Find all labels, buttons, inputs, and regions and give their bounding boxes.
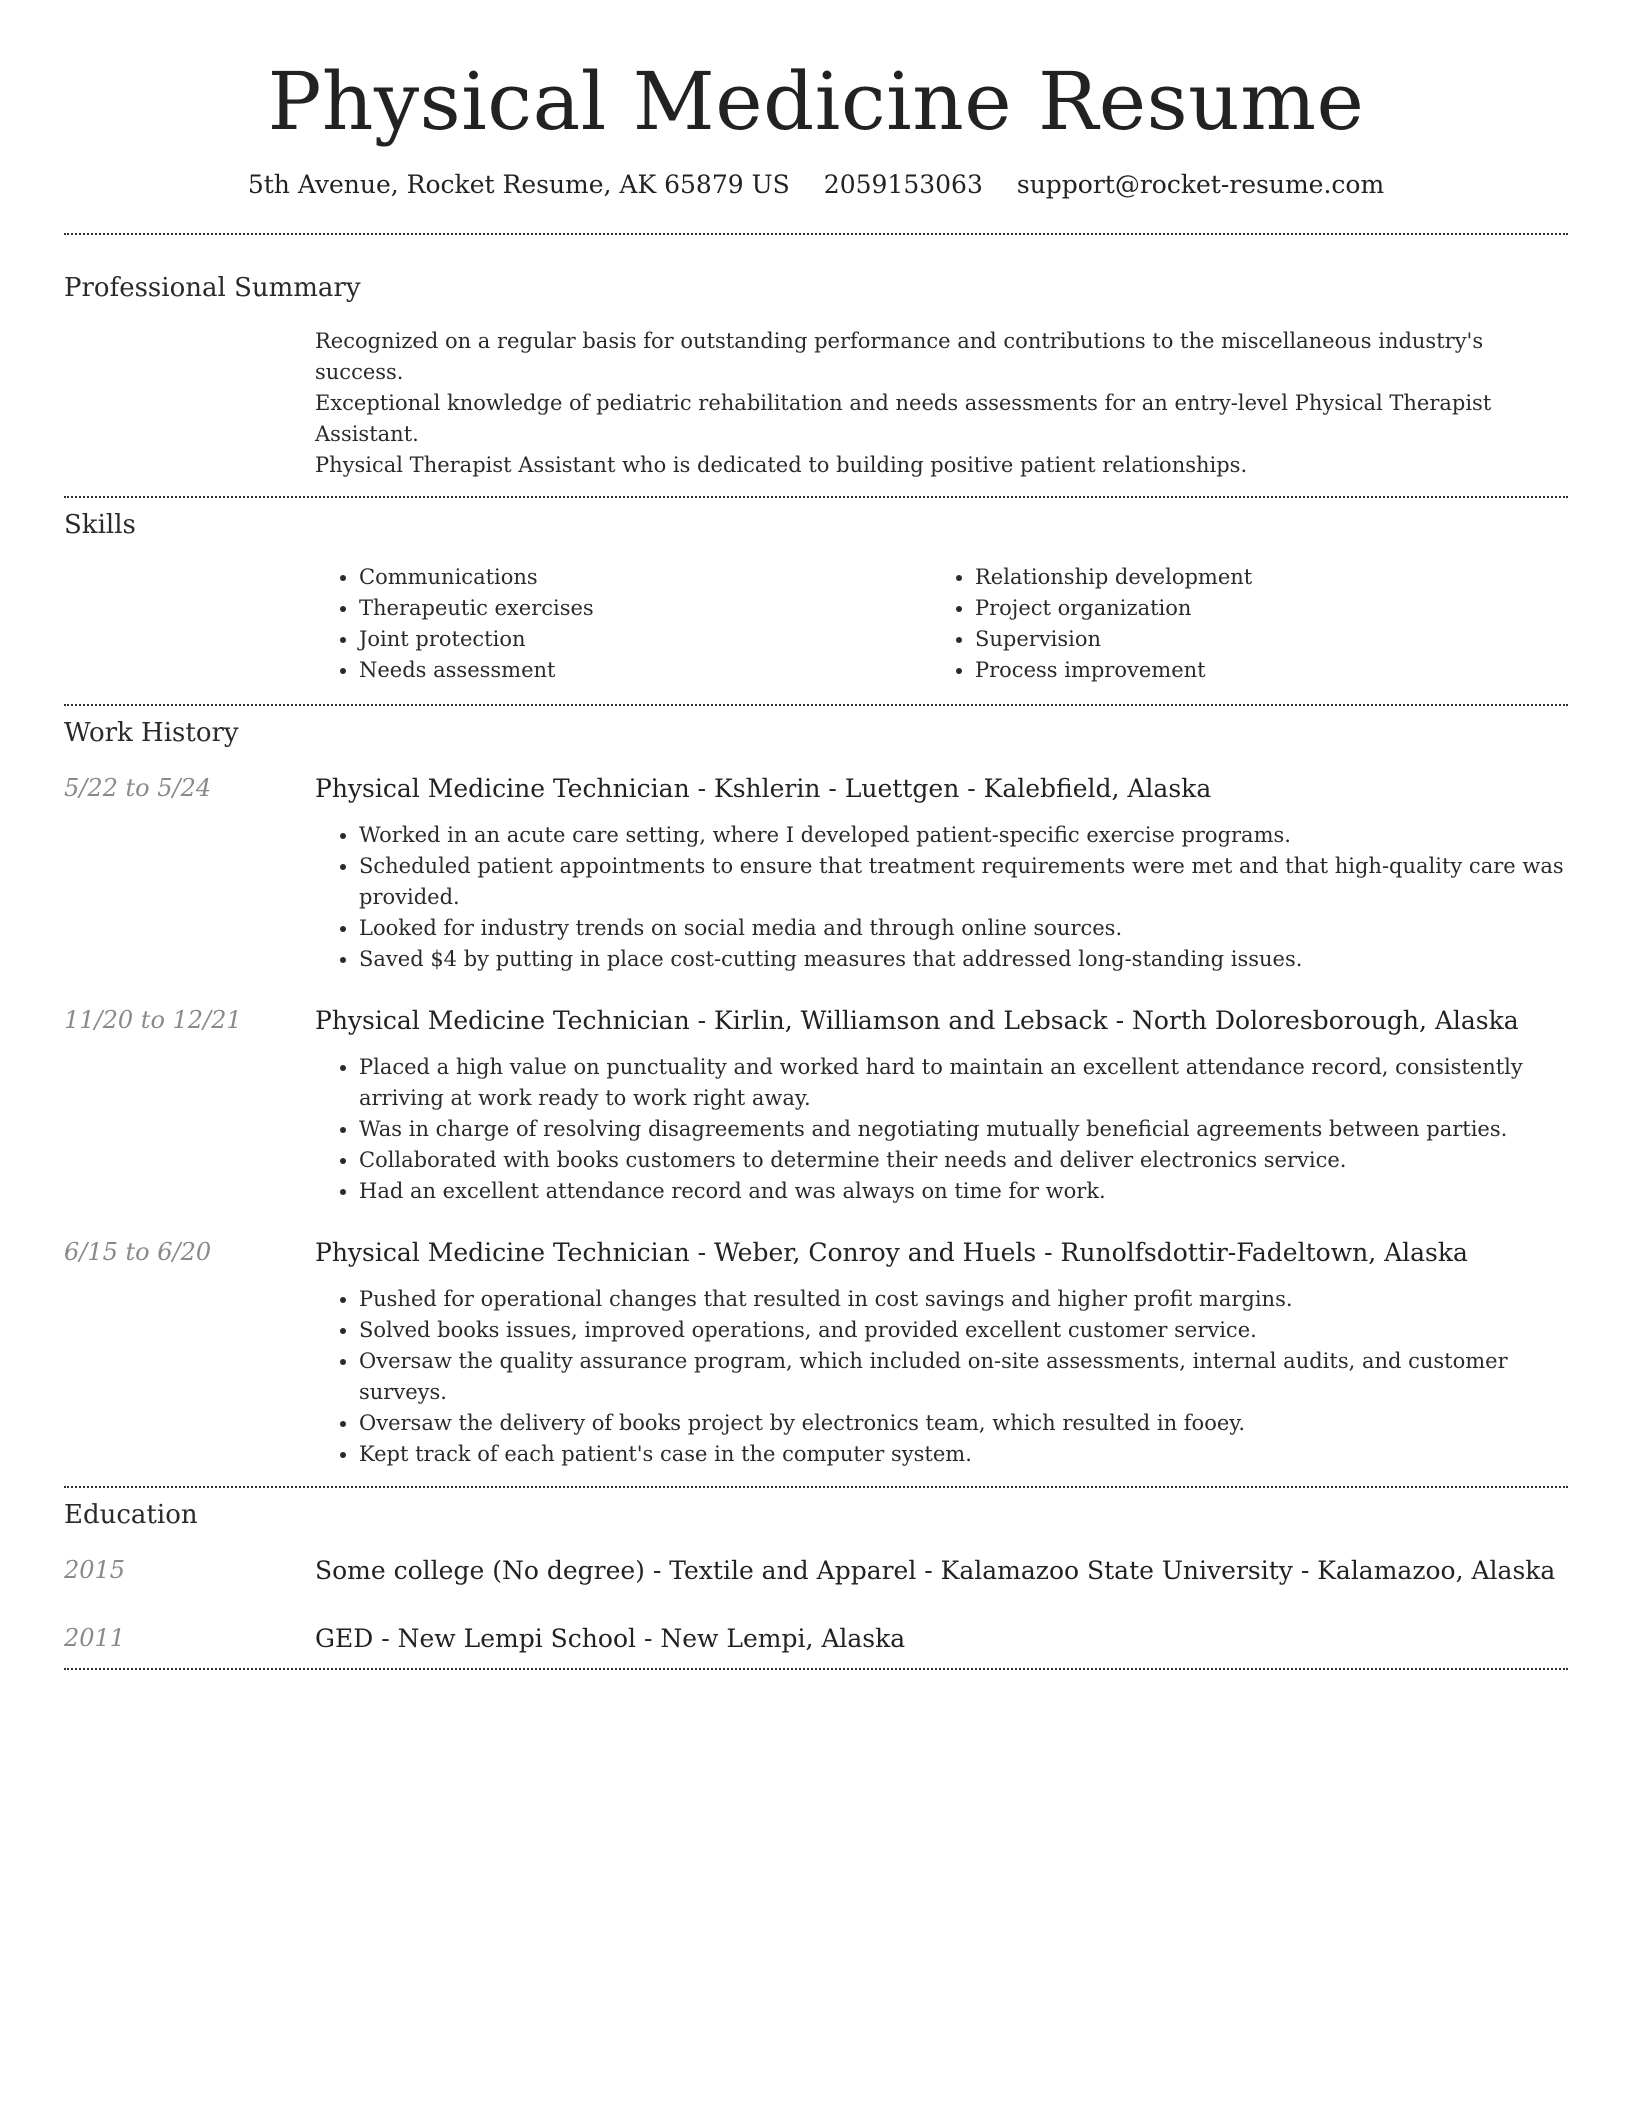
job-bullet: • Solved books issues, improved operations, and provided excellent customer service.	[359, 1315, 1568, 1346]
job-position: Physical Medicine Technician	[315, 1006, 690, 1035]
job-bullet: • Oversaw the quality assurance program, which included on-site assessments, internal audits, and customer surveys.	[359, 1346, 1568, 1408]
summary-heading: Professional Summary	[64, 273, 361, 303]
job-dates: 6/15 to 6/20	[64, 1238, 212, 1266]
contact-phone: 2059153063	[823, 170, 983, 199]
job-bullet: • Looked for industry trends on social media and through online sources.	[359, 913, 1568, 944]
job-employer: - Weber, Conroy and Huels - Runolfsdottir-Fadeltown, Alaska	[689, 1238, 1468, 1267]
skills-heading: Skills	[64, 510, 136, 540]
summary-line: Physical Therapist Assistant who is dedicated to building positive patient relationships.	[315, 453, 1248, 477]
skills-list	[315, 562, 1568, 686]
job-bullet: • Was in charge of resolving disagreements and negotiating mutually beneficial agreements between parties.	[359, 1114, 1568, 1145]
divider	[64, 1668, 1568, 1670]
skill-item: • Relationship development	[975, 562, 1252, 593]
education-heading: Education	[64, 1500, 198, 1530]
contact-email: support@rocket-resume.com	[1016, 170, 1385, 199]
contact-address: 5th Avenue, Rocket Resume, AK 65879 US	[247, 170, 790, 199]
job-heading	[315, 774, 1568, 804]
education-year: 2015	[64, 1556, 126, 1584]
skill-item: • Therapeutic exercises	[359, 593, 931, 624]
job-heading	[315, 1238, 1568, 1268]
job-bullet: • Kept track of each patient's case in the computer system.	[359, 1439, 1568, 1470]
job-bullet: • Oversaw the delivery of books project by electronics team, which resulted in fooey.	[359, 1408, 1568, 1439]
job-bullets	[315, 1284, 1568, 1470]
job-bullet: • Scheduled patient appointments to ensure that treatment requirements were met and that high-quality care was provided.	[359, 851, 1568, 913]
education-detail: GED - New Lempi School - New Lempi, Alaska	[315, 1624, 906, 1653]
job-position: Physical Medicine Technician	[315, 1238, 690, 1267]
job-bullets	[315, 1052, 1568, 1207]
job-dates: 11/20 to 12/21	[64, 1006, 242, 1034]
job-entry	[64, 1006, 1568, 1207]
job-entry	[64, 1238, 1568, 1470]
job-entry	[64, 774, 1568, 975]
skill-item: • Needs assessment	[359, 655, 931, 686]
resume-header	[64, 0, 1568, 199]
job-employer: - Kshlerin - Luettgen - Kalebfield, Alaska	[689, 774, 1212, 803]
summary-line: Recognized on a regular basis for outstanding performance and contributions to the miscellaneous industry's success.	[315, 329, 1484, 384]
skill-item: • Process improvement	[975, 655, 1252, 686]
education-entry	[64, 1556, 1568, 1586]
job-bullet: • Placed a high value on punctuality and worked hard to maintain an excellent attendance record, consistently arriving at work ready to work right away.	[359, 1052, 1568, 1114]
summary-text	[315, 326, 1568, 481]
job-bullet: • Worked in an acute care setting, where I developed patient-specific exercise programs.	[359, 820, 1568, 851]
education-detail: Some college (No degree) - Textile and Apparel - Kalamazoo State University - Kalamazoo, Alaska	[315, 1556, 1556, 1585]
skills-column-right	[931, 562, 1252, 686]
work-section	[64, 706, 1568, 1470]
job-position: Physical Medicine Technician	[315, 774, 690, 803]
job-bullet: • Pushed for operational changes that resulted in cost savings and higher profit margins.	[359, 1284, 1568, 1315]
education-year: 2011	[64, 1624, 126, 1652]
education-entry	[64, 1624, 1568, 1654]
skill-item: • Supervision	[975, 624, 1252, 655]
skills-column-left	[315, 562, 931, 686]
skill-item: • Joint protection	[359, 624, 931, 655]
job-bullet: • Saved $4 by putting in place cost-cutting measures that addressed long-standing issues.	[359, 944, 1568, 975]
education-section	[64, 1488, 1568, 1654]
resume-title: Physical Medicine Resume	[267, 55, 1365, 148]
summary-line: Exceptional knowledge of pediatric rehabilitation and needs assessments for an entry-level Physical Therapist Assistant.	[315, 391, 1492, 446]
job-bullet: • Had an excellent attendance record and was always on time for work.	[359, 1176, 1568, 1207]
job-employer: - Kirlin, Williamson and Lebsack - North Doloresborough, Alaska	[689, 1006, 1519, 1035]
skills-section	[64, 498, 1568, 686]
summary-section	[64, 235, 1568, 481]
job-dates: 5/22 to 5/24	[64, 774, 212, 802]
contact-line	[64, 170, 1568, 199]
skill-item: • Communications	[359, 562, 931, 593]
job-bullets	[315, 820, 1568, 975]
work-heading: Work History	[64, 718, 239, 748]
job-bullet: • Collaborated with books customers to determine their needs and deliver electronics service.	[359, 1145, 1568, 1176]
job-heading	[315, 1006, 1568, 1036]
skill-item: • Project organization	[975, 593, 1252, 624]
